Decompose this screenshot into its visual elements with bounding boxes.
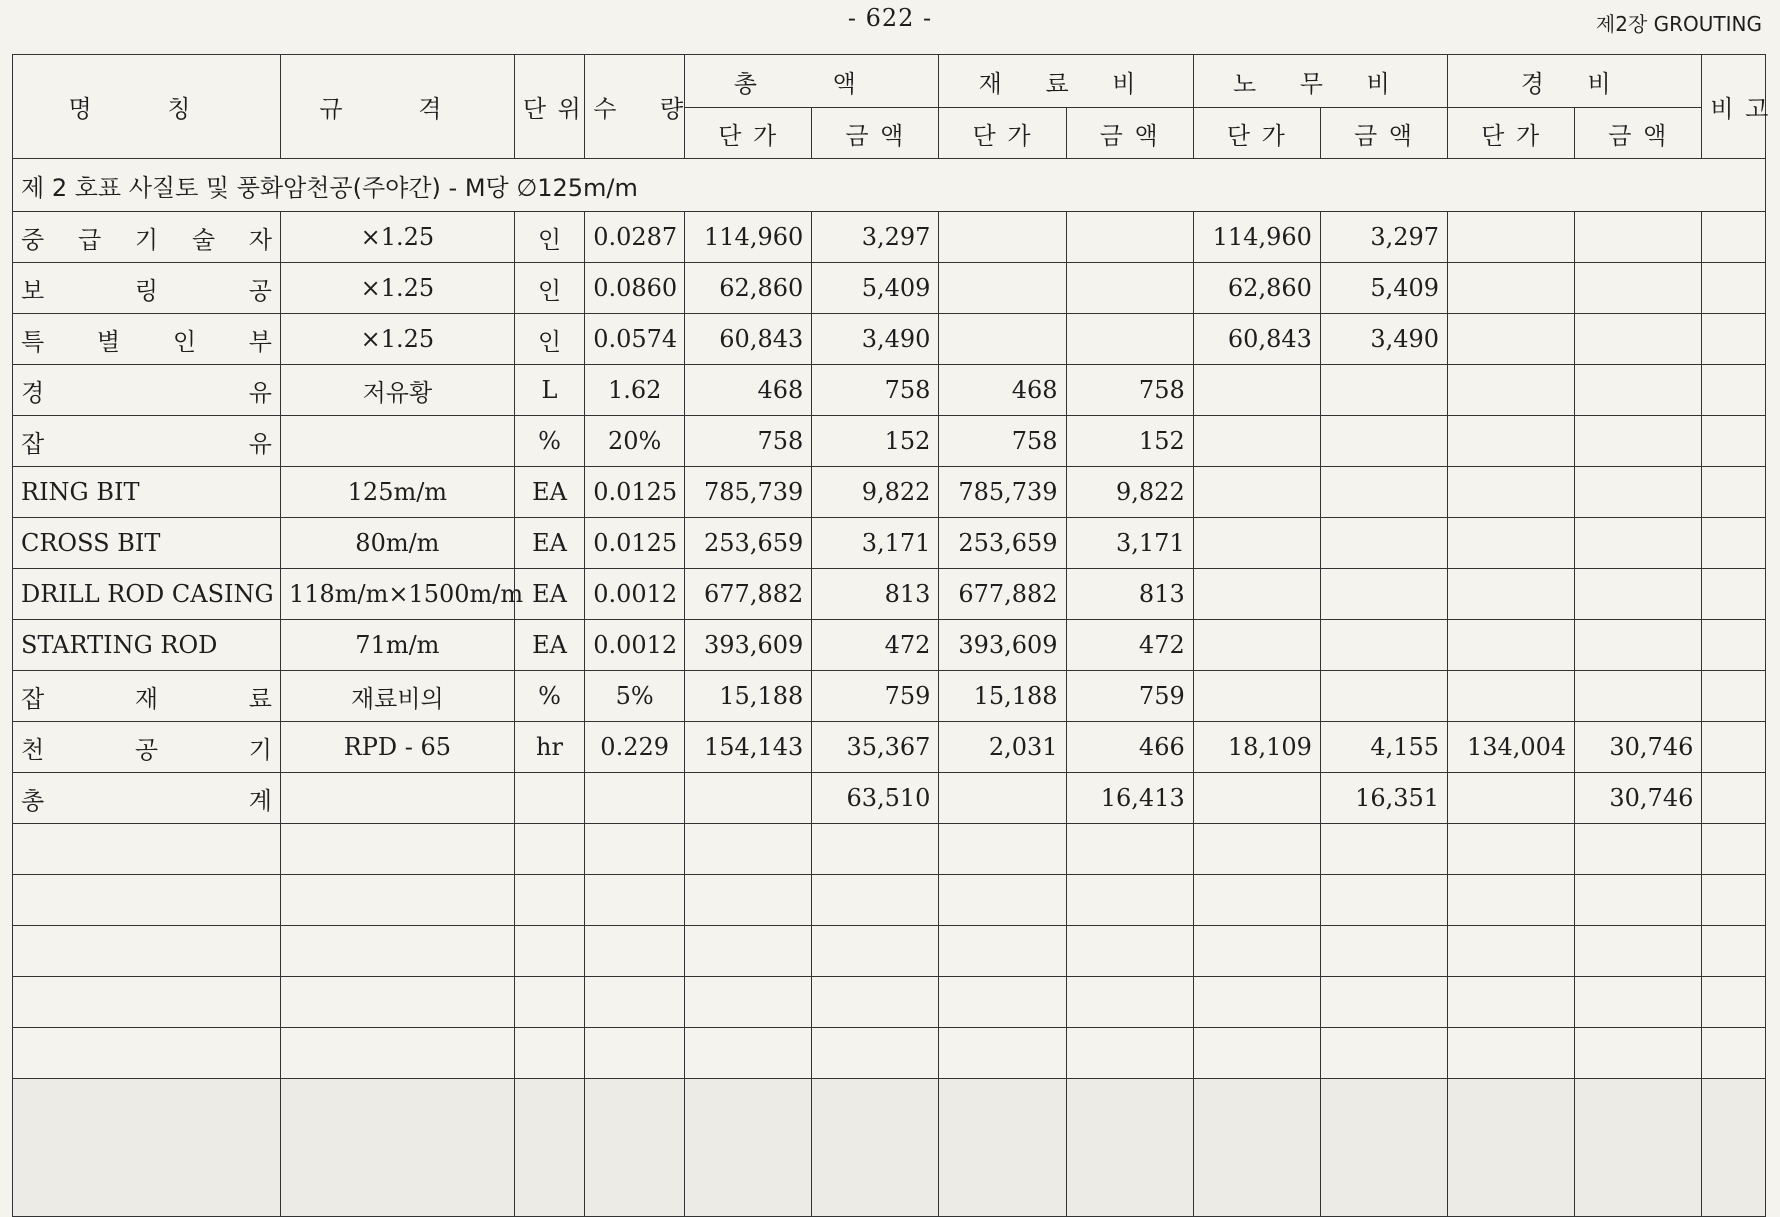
remarks-cell [1702,518,1766,569]
material-amount [1066,263,1193,314]
empty-cell [1193,977,1320,1028]
empty-cell [685,926,812,977]
empty-cell [1066,824,1193,875]
empty-cell [685,977,812,1028]
item-name: RING BIT [13,467,281,518]
total-unit-price: 62,860 [685,263,812,314]
item-unit: hr [514,722,584,773]
header-labor-unit-price: 단 가 [1193,108,1320,159]
empty-cell [1193,875,1320,926]
header-unit: 단 위 [514,55,584,159]
total-unit-price: 758 [685,416,812,467]
empty-row [13,824,1766,875]
expense-unit-price: 134,004 [1448,722,1575,773]
expense-amount [1575,671,1702,722]
expense-unit-price [1448,467,1575,518]
item-spec: 71m/m [280,620,514,671]
remarks-cell [1702,773,1766,824]
item-spec: 재료비의 [280,671,514,722]
table-body [13,55,1771,1217]
empty-cell [685,1028,812,1079]
item-qty [585,773,685,824]
empty-cell [514,824,584,875]
empty-cell [812,1028,939,1079]
section-title-row [13,159,1766,212]
table-row [13,671,1766,722]
total-amount: 5,409 [812,263,939,314]
item-unit: 인 [514,314,584,365]
total-unit-price: 253,659 [685,518,812,569]
empty-cell [812,875,939,926]
item-qty: 0.0125 [585,518,685,569]
total-amount: 759 [812,671,939,722]
expense-unit-price [1448,671,1575,722]
empty-cell [585,1028,685,1079]
empty-cell [939,824,1066,875]
total-amount: 9,822 [812,467,939,518]
labor-amount: 3,297 [1320,212,1447,263]
empty-cell [812,926,939,977]
expense-amount: 30,746 [1575,773,1702,824]
labor-amount: 16,351 [1320,773,1447,824]
labor-amount: 4,155 [1320,722,1447,773]
empty-cell [1448,875,1575,926]
item-unit: % [514,416,584,467]
header-material-unit-price: 단 가 [939,108,1066,159]
item-unit: % [514,671,584,722]
labor-unit-price: 18,109 [1193,722,1320,773]
expense-unit-price [1448,263,1575,314]
item-qty: 0.0012 [585,569,685,620]
total-amount: 3,490 [812,314,939,365]
filler-cell [1193,1079,1320,1217]
item-spec: 80m/m [280,518,514,569]
labor-amount [1320,467,1447,518]
item-spec: 125m/m [280,467,514,518]
expense-amount [1575,263,1702,314]
item-spec: 118m/m×1500m/m [280,569,514,620]
empty-cell [1702,977,1766,1028]
labor-unit-price [1193,773,1320,824]
material-unit-price [939,263,1066,314]
header-material: 재 료 비 [939,55,1193,108]
table-row [13,365,1766,416]
total-unit-price: 60,843 [685,314,812,365]
empty-cell [1193,926,1320,977]
expense-amount [1575,467,1702,518]
empty-cell [280,926,514,977]
expense-unit-price [1448,416,1575,467]
header-qty: 수 량 [585,55,685,159]
empty-cell [514,875,584,926]
empty-row [13,926,1766,977]
labor-unit-price [1193,467,1320,518]
filler-cell [939,1079,1066,1217]
item-name: 보 링 공 [13,263,281,314]
item-qty: 5% [585,671,685,722]
table-row [13,620,1766,671]
empty-cell [13,1028,281,1079]
item-spec: ×1.25 [280,263,514,314]
total-unit-price: 785,739 [685,467,812,518]
item-spec: 저유황 [280,365,514,416]
header-material-amount: 금 액 [1066,108,1193,159]
remarks-cell [1702,314,1766,365]
empty-cell [1575,875,1702,926]
material-unit-price: 677,882 [939,569,1066,620]
empty-cell [685,875,812,926]
total-unit-price: 114,960 [685,212,812,263]
item-name: 특 별 인 부 [13,314,281,365]
total-amount: 63,510 [812,773,939,824]
item-spec [280,773,514,824]
expense-amount [1575,365,1702,416]
material-unit-price: 393,609 [939,620,1066,671]
empty-cell [1320,1028,1447,1079]
item-spec: ×1.25 [280,314,514,365]
empty-cell [280,977,514,1028]
empty-cell [585,875,685,926]
page-number: - 622 - [847,4,933,32]
labor-amount [1320,620,1447,671]
header-row-top [13,55,1766,108]
material-amount: 152 [1066,416,1193,467]
empty-cell [1702,1028,1766,1079]
empty-cell [685,824,812,875]
item-spec: ×1.25 [280,212,514,263]
empty-cell [1320,977,1447,1028]
labor-unit-price [1193,671,1320,722]
empty-cell [1702,875,1766,926]
empty-cell [280,875,514,926]
empty-cell [1448,824,1575,875]
filler-cell [1320,1079,1447,1217]
table-row [13,518,1766,569]
labor-unit-price: 114,960 [1193,212,1320,263]
empty-cell [1575,977,1702,1028]
expense-amount [1575,569,1702,620]
table-row [13,314,1766,365]
empty-cell [1320,875,1447,926]
item-unit [514,773,584,824]
item-name: 경 유 [13,365,281,416]
labor-amount [1320,416,1447,467]
empty-cell [13,875,281,926]
item-name: 총 계 [13,773,281,824]
total-amount: 758 [812,365,939,416]
empty-cell [514,1028,584,1079]
material-unit-price: 785,739 [939,467,1066,518]
empty-cell [13,977,281,1028]
item-unit: EA [514,518,584,569]
filler-cell [1066,1079,1193,1217]
filler-cell [1448,1079,1575,1217]
empty-cell [1702,824,1766,875]
empty-cell [1320,824,1447,875]
empty-cell [514,926,584,977]
item-qty: 1.62 [585,365,685,416]
empty-cell [13,824,281,875]
labor-amount [1320,365,1447,416]
labor-unit-price [1193,518,1320,569]
labor-amount [1320,569,1447,620]
section-title: 제 2 호표 사질토 및 풍화암천공(주야간) - M당 ∅125m/m [13,159,1766,212]
remarks-cell [1702,365,1766,416]
material-unit-price [939,314,1066,365]
material-amount: 472 [1066,620,1193,671]
empty-cell [280,824,514,875]
expense-amount [1575,518,1702,569]
empty-row [13,977,1766,1028]
header-spec: 규 격 [280,55,514,159]
empty-cell [1575,1028,1702,1079]
empty-cell [939,875,1066,926]
total-unit-price: 154,143 [685,722,812,773]
item-unit: EA [514,467,584,518]
labor-amount [1320,518,1447,569]
material-unit-price: 253,659 [939,518,1066,569]
empty-cell [939,977,1066,1028]
total-unit-price: 468 [685,365,812,416]
item-qty: 0.0860 [585,263,685,314]
header-labor-amount: 금 액 [1320,108,1447,159]
filler-row [13,1079,1766,1217]
empty-cell [585,926,685,977]
total-amount: 813 [812,569,939,620]
header-total-unit-price: 단 가 [685,108,812,159]
labor-unit-price [1193,569,1320,620]
material-amount: 3,171 [1066,518,1193,569]
expense-unit-price [1448,314,1575,365]
material-amount: 759 [1066,671,1193,722]
labor-amount: 3,490 [1320,314,1447,365]
filler-cell [1702,1079,1766,1217]
header-total-amount: 금 액 [812,108,939,159]
labor-unit-price [1193,416,1320,467]
material-unit-price: 15,188 [939,671,1066,722]
empty-cell [13,926,281,977]
item-name: 잡 재 료 [13,671,281,722]
total-amount: 3,171 [812,518,939,569]
chapter-title: 제2장 GROUTING [1595,12,1762,36]
item-unit: EA [514,620,584,671]
item-name: CROSS BIT [13,518,281,569]
header-expense-unit-price: 단 가 [1448,108,1575,159]
remarks-cell [1702,671,1766,722]
expense-unit-price [1448,569,1575,620]
header-remarks: 비 고 [1702,55,1766,159]
total-unit-price: 15,188 [685,671,812,722]
header-expense: 경 비 [1448,55,1702,108]
expense-amount: 30,746 [1575,722,1702,773]
item-name: DRILL ROD CASING [13,569,281,620]
empty-row [13,1028,1766,1079]
empty-cell [1575,824,1702,875]
total-unit-price: 677,882 [685,569,812,620]
item-unit: L [514,365,584,416]
material-amount: 9,822 [1066,467,1193,518]
item-qty: 20% [585,416,685,467]
material-amount: 758 [1066,365,1193,416]
material-unit-price: 468 [939,365,1066,416]
empty-cell [514,977,584,1028]
item-unit: 인 [514,212,584,263]
table-row [13,263,1766,314]
empty-cell [1066,1028,1193,1079]
filler-cell [812,1079,939,1217]
expense-unit-price [1448,773,1575,824]
header-expense-amount: 금 액 [1575,108,1702,159]
table-row [13,569,1766,620]
item-qty: 0.229 [585,722,685,773]
filler-cell [280,1079,514,1217]
expense-unit-price [1448,212,1575,263]
empty-cell [939,1028,1066,1079]
remarks-cell [1702,620,1766,671]
labor-amount [1320,671,1447,722]
material-amount: 16,413 [1066,773,1193,824]
empty-cell [939,926,1066,977]
expense-amount [1575,314,1702,365]
empty-cell [1066,926,1193,977]
material-unit-price [939,773,1066,824]
remarks-cell [1702,212,1766,263]
table-row [13,722,1766,773]
item-qty: 0.0287 [585,212,685,263]
empty-cell [1193,824,1320,875]
empty-cell [585,977,685,1028]
remarks-cell [1702,569,1766,620]
total-amount: 35,367 [812,722,939,773]
header-name: 명 칭 [13,55,281,159]
expense-unit-price [1448,518,1575,569]
remarks-cell [1702,263,1766,314]
material-unit-price: 758 [939,416,1066,467]
total-unit-price: 393,609 [685,620,812,671]
expense-amount [1575,620,1702,671]
item-name: STARTING ROD [13,620,281,671]
empty-cell [812,824,939,875]
empty-cell [1448,926,1575,977]
filler-cell [514,1079,584,1217]
empty-cell [1320,926,1447,977]
material-unit-price [939,212,1066,263]
item-spec [280,416,514,467]
empty-cell [1448,1028,1575,1079]
cost-breakdown-table [12,54,1771,1217]
labor-unit-price: 60,843 [1193,314,1320,365]
total-amount: 3,297 [812,212,939,263]
item-name: 중 급 기 술 자 [13,212,281,263]
item-spec: RPD - 65 [280,722,514,773]
remarks-cell [1702,722,1766,773]
table-row [13,467,1766,518]
filler-cell [13,1079,281,1217]
item-unit: 인 [514,263,584,314]
remarks-cell [1702,416,1766,467]
empty-cell [1066,875,1193,926]
material-unit-price: 2,031 [939,722,1066,773]
empty-cell [1702,926,1766,977]
empty-cell [1575,926,1702,977]
item-name: 잡 유 [13,416,281,467]
expense-unit-price [1448,365,1575,416]
item-qty: 0.0574 [585,314,685,365]
material-amount [1066,314,1193,365]
empty-cell [280,1028,514,1079]
table-row [13,773,1766,824]
item-name: 천 공 기 [13,722,281,773]
header-total: 총 액 [685,55,939,108]
empty-cell [585,824,685,875]
labor-unit-price [1193,365,1320,416]
total-unit-price [685,773,812,824]
header-labor: 노 무 비 [1193,55,1447,108]
remarks-cell [1702,467,1766,518]
material-amount: 813 [1066,569,1193,620]
total-amount: 152 [812,416,939,467]
filler-cell [585,1079,685,1217]
empty-cell [1066,977,1193,1028]
expense-unit-price [1448,620,1575,671]
labor-unit-price: 62,860 [1193,263,1320,314]
empty-row [13,875,1766,926]
labor-amount: 5,409 [1320,263,1447,314]
table-row [13,212,1766,263]
empty-cell [812,977,939,1028]
total-amount: 472 [812,620,939,671]
filler-cell [1575,1079,1702,1217]
expense-amount [1575,212,1702,263]
filler-cell [685,1079,812,1217]
material-amount [1066,212,1193,263]
empty-cell [1193,1028,1320,1079]
empty-cell [1448,977,1575,1028]
material-amount: 466 [1066,722,1193,773]
labor-unit-price [1193,620,1320,671]
expense-amount [1575,416,1702,467]
item-qty: 0.0012 [585,620,685,671]
item-unit: EA [514,569,584,620]
table-row [13,416,1766,467]
item-qty: 0.0125 [585,467,685,518]
